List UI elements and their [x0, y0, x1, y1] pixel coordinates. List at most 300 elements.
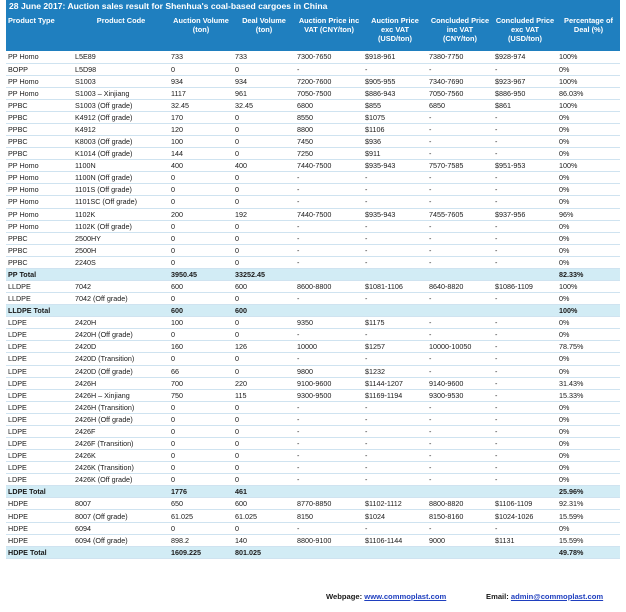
cell-product-code: 1100N	[73, 160, 169, 172]
table-row	[6, 220, 620, 232]
cell-deal-volume: 192	[233, 208, 295, 220]
table-row	[6, 413, 620, 425]
cell-auction-price-cny: -	[295, 462, 363, 474]
cell-auction-price-cny: -	[295, 172, 363, 184]
header-auction-price-cny: Auction Price inc VAT (CNY/ton)	[295, 13, 363, 51]
cell-product-code: S1003 (Off grade)	[73, 99, 169, 111]
cell-product-type: LDPE	[6, 329, 73, 341]
cell-percentage-deal: 0%	[557, 401, 620, 413]
cell-concluded-price-cny: -	[427, 244, 493, 256]
cell-concluded-price-usd: $886-950	[493, 87, 557, 99]
cell-product-type: PP Homo	[6, 184, 73, 196]
table-total-row	[6, 305, 620, 317]
cell-auction-volume: 600	[169, 305, 233, 317]
cell-concluded-price-usd: -	[493, 220, 557, 232]
cell-auction-price-cny: 7440-7500	[295, 160, 363, 172]
cell-auction-price-usd: -	[363, 293, 427, 305]
cell-product-code: K4912	[73, 123, 169, 135]
cell-deal-volume: 0	[233, 220, 295, 232]
cell-product-code: K4912 (Off grade)	[73, 111, 169, 123]
cell-product-type: PPBC	[6, 256, 73, 268]
cell-product-code: 2426K (Transition)	[73, 462, 169, 474]
cell-percentage-deal: 0%	[557, 353, 620, 365]
table-row	[6, 172, 620, 184]
cell-product-type: LDPE	[6, 462, 73, 474]
cell-concluded-price-cny: -	[427, 184, 493, 196]
cell-auction-price-usd: -	[363, 244, 427, 256]
cell-auction-price-cny: 9300-9500	[295, 389, 363, 401]
cell-product-type: PP Homo	[6, 160, 73, 172]
cell-concluded-price-cny: 10000-10050	[427, 341, 493, 353]
cell-auction-price-cny: -	[295, 63, 363, 75]
table-row	[6, 87, 620, 99]
cell-product-type: BOPP	[6, 63, 73, 75]
cell-concluded-price-usd: -	[493, 172, 557, 184]
cell-deal-volume: 600	[233, 498, 295, 510]
cell-percentage-deal: 0%	[557, 136, 620, 148]
cell-deal-volume: 0	[233, 450, 295, 462]
cell-concluded-price-usd: -	[493, 293, 557, 305]
cell-auction-price-cny: -	[295, 256, 363, 268]
cell-auction-volume: 0	[169, 63, 233, 75]
cell-percentage-deal: 0%	[557, 450, 620, 462]
cell-percentage-deal: 49.78%	[557, 546, 620, 558]
cell-auction-volume: 700	[169, 377, 233, 389]
cell-product-code: 2500H	[73, 244, 169, 256]
cell-auction-volume: 898.2	[169, 534, 233, 546]
cell-auction-price-cny: 8550	[295, 111, 363, 123]
cell-product-code: L5E89	[73, 51, 169, 63]
cell-concluded-price-usd: -	[493, 256, 557, 268]
cell-product-type: PP Homo	[6, 208, 73, 220]
cell-percentage-deal: 0%	[557, 148, 620, 160]
cell-product-code: 2420D (Transition)	[73, 353, 169, 365]
cell-product-type: LDPE	[6, 401, 73, 413]
email-link[interactable]: admin@commoplast.com	[510, 592, 604, 601]
cell-auction-price-cny: -	[295, 353, 363, 365]
cell-product-type: PPBC	[6, 244, 73, 256]
cell-deal-volume: 0	[233, 365, 295, 377]
table-row	[6, 184, 620, 196]
cell-auction-volume: 32.45	[169, 99, 233, 111]
cell-product-type: LLDPE	[6, 280, 73, 292]
cell-auction-price-usd: $1106-1144	[363, 534, 427, 546]
cell-percentage-deal: 0%	[557, 329, 620, 341]
cell-product-code: L5D98	[73, 63, 169, 75]
cell-auction-price-cny: -	[295, 450, 363, 462]
cell-auction-price-usd: $1106	[363, 123, 427, 135]
cell-auction-price-usd: $1232	[363, 365, 427, 377]
cell-auction-price-usd: $886-943	[363, 87, 427, 99]
cell-concluded-price-cny: 7455-7605	[427, 208, 493, 220]
cell-concluded-price-usd: -	[493, 111, 557, 123]
cell-deal-volume: 0	[233, 232, 295, 244]
cell-auction-price-cny: -	[295, 232, 363, 244]
cell-auction-volume: 144	[169, 148, 233, 160]
cell-concluded-price-usd: $861	[493, 99, 557, 111]
cell-concluded-price-usd: -	[493, 353, 557, 365]
cell-deal-volume: 961	[233, 87, 295, 99]
cell-deal-volume: 0	[233, 329, 295, 341]
cell-auction-volume: 0	[169, 220, 233, 232]
cell-auction-volume: 0	[169, 425, 233, 437]
cell-product-type: LDPE	[6, 425, 73, 437]
table-total-row	[6, 486, 620, 498]
header-auction-price-usd: Auction Price exc VAT (USD/ton)	[363, 13, 427, 51]
cell-percentage-deal: 0%	[557, 365, 620, 377]
table-row	[6, 280, 620, 292]
cell-concluded-price-cny: -	[427, 329, 493, 341]
cell-concluded-price-usd: -	[493, 329, 557, 341]
cell-auction-volume: 0	[169, 474, 233, 486]
cell-concluded-price-cny	[427, 268, 493, 280]
cell-concluded-price-usd: -	[493, 63, 557, 75]
table-row	[6, 474, 620, 486]
table-row	[6, 498, 620, 510]
cell-concluded-price-usd: -	[493, 474, 557, 486]
cell-product-type: PPBC	[6, 99, 73, 111]
cell-concluded-price-cny: 9300-9530	[427, 389, 493, 401]
cell-product-type: LLDPE	[6, 293, 73, 305]
cell-auction-price-usd: -	[363, 184, 427, 196]
cell-auction-volume: 0	[169, 413, 233, 425]
table-row	[6, 365, 620, 377]
webpage-link[interactable]: www.commoplast.com	[364, 592, 447, 601]
cell-auction-volume: 934	[169, 75, 233, 87]
cell-auction-price-cny: 8800-9100	[295, 534, 363, 546]
cell-product-type: LDPE	[6, 365, 73, 377]
cell-auction-price-usd: $918-961	[363, 51, 427, 63]
cell-auction-price-cny: -	[295, 425, 363, 437]
cell-auction-volume: 0	[169, 196, 233, 208]
cell-auction-price-cny: -	[295, 184, 363, 196]
table-title: 28 June 2017: Auction sales result for Shenhua's coal-based cargoes in China	[6, 0, 620, 13]
cell-auction-price-usd: -	[363, 413, 427, 425]
cell-percentage-deal: 100%	[557, 280, 620, 292]
cell-deal-volume: 0	[233, 462, 295, 474]
cell-percentage-deal: 100%	[557, 305, 620, 317]
cell-auction-volume: 3950.45	[169, 268, 233, 280]
table-row	[6, 160, 620, 172]
cell-product-code: 2426F	[73, 425, 169, 437]
cell-concluded-price-cny: 7380-7750	[427, 51, 493, 63]
cell-concluded-price-cny: 8640-8820	[427, 280, 493, 292]
cell-product-code	[73, 305, 169, 317]
cell-auction-price-cny: 7250	[295, 148, 363, 160]
cell-deal-volume: 0	[233, 184, 295, 196]
cell-auction-price-cny: -	[295, 196, 363, 208]
cell-product-type: PPBC	[6, 136, 73, 148]
cell-concluded-price-cny: 8800-8820	[427, 498, 493, 510]
cell-deal-volume: 0	[233, 293, 295, 305]
cell-product-code: 1102K	[73, 208, 169, 220]
cell-auction-volume: 1117	[169, 87, 233, 99]
cell-auction-volume: 200	[169, 208, 233, 220]
cell-product-type: LDPE	[6, 474, 73, 486]
cell-concluded-price-cny: -	[427, 413, 493, 425]
cell-auction-volume: 0	[169, 353, 233, 365]
cell-auction-volume: 66	[169, 365, 233, 377]
cell-percentage-deal: 0%	[557, 220, 620, 232]
cell-percentage-deal: 0%	[557, 244, 620, 256]
cell-deal-volume: 0	[233, 63, 295, 75]
cell-auction-volume: 0	[169, 293, 233, 305]
cell-product-code: 1101S (Off grade)	[73, 184, 169, 196]
cell-auction-price-usd	[363, 268, 427, 280]
cell-product-code: 1100N (Off grade)	[73, 172, 169, 184]
table-row	[6, 462, 620, 474]
cell-deal-volume: 0	[233, 317, 295, 329]
cell-concluded-price-cny: -	[427, 196, 493, 208]
cell-concluded-price-cny: 7570-7585	[427, 160, 493, 172]
cell-auction-price-usd: $936	[363, 136, 427, 148]
cell-auction-price-cny: -	[295, 522, 363, 534]
cell-product-code: 2426H – Xinjiang	[73, 389, 169, 401]
table-row	[6, 256, 620, 268]
cell-product-code: 8007 (Off grade)	[73, 510, 169, 522]
cell-product-type: PP Homo	[6, 87, 73, 99]
cell-concluded-price-usd: $937-956	[493, 208, 557, 220]
cell-product-code: 2426K	[73, 450, 169, 462]
cell-auction-price-usd: $911	[363, 148, 427, 160]
cell-auction-volume: 160	[169, 341, 233, 353]
cell-auction-price-usd: -	[363, 256, 427, 268]
cell-auction-price-cny: 10000	[295, 341, 363, 353]
header-concluded-price-cny: Concluded Price inc VAT (CNY/ton)	[427, 13, 493, 51]
cell-deal-volume: 0	[233, 474, 295, 486]
cell-concluded-price-cny: -	[427, 136, 493, 148]
table-row	[6, 63, 620, 75]
cell-auction-price-usd	[363, 486, 427, 498]
cell-percentage-deal: 0%	[557, 111, 620, 123]
cell-deal-volume: 600	[233, 305, 295, 317]
cell-product-type: LDPE Total	[6, 486, 73, 498]
cell-auction-volume: 170	[169, 111, 233, 123]
cell-product-type: PP Homo	[6, 172, 73, 184]
cell-auction-volume: 100	[169, 317, 233, 329]
cell-auction-volume: 600	[169, 280, 233, 292]
cell-product-type: LDPE	[6, 341, 73, 353]
cell-concluded-price-usd	[493, 546, 557, 558]
cell-auction-volume: 0	[169, 244, 233, 256]
cell-concluded-price-usd: -	[493, 244, 557, 256]
table-row	[6, 353, 620, 365]
cell-percentage-deal: 0%	[557, 232, 620, 244]
table-row	[6, 51, 620, 63]
table-row	[6, 196, 620, 208]
cell-product-type: PP Homo	[6, 51, 73, 63]
cell-auction-volume: 0	[169, 438, 233, 450]
cell-percentage-deal: 86.03%	[557, 87, 620, 99]
cell-auction-volume: 0	[169, 401, 233, 413]
cell-product-type: HDPE	[6, 522, 73, 534]
webpage-info	[326, 592, 446, 601]
cell-concluded-price-cny: -	[427, 148, 493, 160]
cell-deal-volume: 0	[233, 425, 295, 437]
cell-concluded-price-usd: -	[493, 401, 557, 413]
cell-percentage-deal: 0%	[557, 172, 620, 184]
cell-product-code: 2240S	[73, 256, 169, 268]
cell-concluded-price-usd: -	[493, 377, 557, 389]
cell-deal-volume: 0	[233, 148, 295, 160]
cell-auction-price-usd: -	[363, 232, 427, 244]
cell-concluded-price-usd: -	[493, 123, 557, 135]
cell-auction-price-usd: $905-955	[363, 75, 427, 87]
cell-auction-price-usd: -	[363, 401, 427, 413]
cell-concluded-price-usd: -	[493, 522, 557, 534]
cell-product-type: LDPE	[6, 317, 73, 329]
cell-concluded-price-usd: -	[493, 425, 557, 437]
cell-product-type: LDPE	[6, 389, 73, 401]
cell-percentage-deal: 100%	[557, 75, 620, 87]
cell-auction-price-cny: -	[295, 244, 363, 256]
cell-deal-volume: 0	[233, 172, 295, 184]
cell-concluded-price-usd: -	[493, 438, 557, 450]
table-row	[6, 401, 620, 413]
cell-percentage-deal: 31.43%	[557, 377, 620, 389]
cell-percentage-deal: 78.75%	[557, 341, 620, 353]
cell-deal-volume: 0	[233, 401, 295, 413]
cell-auction-price-cny: -	[295, 401, 363, 413]
cell-auction-volume: 100	[169, 136, 233, 148]
cell-concluded-price-usd	[493, 268, 557, 280]
cell-auction-volume: 0	[169, 329, 233, 341]
cell-product-type: PP Homo	[6, 75, 73, 87]
header-auction-volume: Auction Volume (ton)	[169, 13, 233, 51]
cell-product-code	[73, 486, 169, 498]
cell-concluded-price-usd: $951-953	[493, 160, 557, 172]
cell-percentage-deal: 96%	[557, 208, 620, 220]
cell-concluded-price-usd: $928-974	[493, 51, 557, 63]
cell-deal-volume: 61.025	[233, 510, 295, 522]
cell-product-type: HDPE	[6, 534, 73, 546]
cell-deal-volume: 0	[233, 438, 295, 450]
cell-concluded-price-usd: -	[493, 184, 557, 196]
cell-auction-volume: 1609.225	[169, 546, 233, 558]
cell-percentage-deal: 100%	[557, 160, 620, 172]
cell-auction-volume: 0	[169, 232, 233, 244]
cell-deal-volume: 0	[233, 353, 295, 365]
cell-percentage-deal: 0%	[557, 425, 620, 437]
cell-auction-volume: 0	[169, 462, 233, 474]
table-row	[6, 438, 620, 450]
cell-deal-volume: 0	[233, 196, 295, 208]
cell-deal-volume: 934	[233, 75, 295, 87]
cell-auction-price-usd: $1024	[363, 510, 427, 522]
cell-percentage-deal: 0%	[557, 256, 620, 268]
cell-concluded-price-cny: -	[427, 232, 493, 244]
cell-deal-volume: 461	[233, 486, 295, 498]
cell-product-code: 1102K (Off grade)	[73, 220, 169, 232]
cell-percentage-deal: 15.33%	[557, 389, 620, 401]
cell-auction-volume: 0	[169, 256, 233, 268]
cell-deal-volume: 0	[233, 256, 295, 268]
cell-auction-price-usd: $855	[363, 99, 427, 111]
cell-product-type: PP Homo	[6, 220, 73, 232]
cell-percentage-deal: 0%	[557, 438, 620, 450]
cell-deal-volume: 0	[233, 244, 295, 256]
table-row	[6, 522, 620, 534]
table-row	[6, 244, 620, 256]
cell-product-code: K8003 (Off grade)	[73, 136, 169, 148]
cell-percentage-deal: 0%	[557, 462, 620, 474]
cell-auction-price-usd: $1144-1207	[363, 377, 427, 389]
cell-auction-volume: 1776	[169, 486, 233, 498]
cell-auction-price-cny: 8770-8850	[295, 498, 363, 510]
cell-auction-price-cny: -	[295, 293, 363, 305]
header-percentage-deal: Percentage of Deal (%)	[557, 13, 620, 51]
cell-product-type: LDPE	[6, 413, 73, 425]
cell-concluded-price-usd	[493, 305, 557, 317]
cell-concluded-price-cny: -	[427, 256, 493, 268]
cell-product-code: 7042 (Off grade)	[73, 293, 169, 305]
cell-percentage-deal: 0%	[557, 123, 620, 135]
cell-product-code: 7042	[73, 280, 169, 292]
cell-concluded-price-cny	[427, 305, 493, 317]
cell-auction-price-cny: 9100-9600	[295, 377, 363, 389]
cell-auction-price-cny: 8150	[295, 510, 363, 522]
cell-product-type: LDPE	[6, 377, 73, 389]
cell-auction-price-cny: 7200-7600	[295, 75, 363, 87]
cell-auction-volume: 400	[169, 160, 233, 172]
cell-concluded-price-cny: -	[427, 425, 493, 437]
cell-concluded-price-cny: 7050-7560	[427, 87, 493, 99]
cell-deal-volume: 733	[233, 51, 295, 63]
cell-auction-price-usd: -	[363, 353, 427, 365]
cell-product-type: HDPE Total	[6, 546, 73, 558]
cell-auction-price-usd: -	[363, 462, 427, 474]
cell-concluded-price-cny: 9140-9600	[427, 377, 493, 389]
cell-auction-price-usd: $1175	[363, 317, 427, 329]
cell-concluded-price-cny: 8150-8160	[427, 510, 493, 522]
cell-auction-price-usd: $1257	[363, 341, 427, 353]
table-body	[6, 51, 620, 558]
cell-product-type: PPBC	[6, 123, 73, 135]
cell-auction-price-usd: $935-943	[363, 208, 427, 220]
cell-product-code: 2426H	[73, 377, 169, 389]
cell-percentage-deal: 100%	[557, 51, 620, 63]
cell-percentage-deal: 92.31%	[557, 498, 620, 510]
cell-concluded-price-usd	[493, 486, 557, 498]
header-product-code: Product Code	[73, 13, 169, 51]
cell-auction-price-usd: $1169-1194	[363, 389, 427, 401]
cell-auction-price-usd: -	[363, 196, 427, 208]
cell-product-type: HDPE	[6, 498, 73, 510]
cell-auction-price-usd: -	[363, 63, 427, 75]
cell-auction-price-cny: -	[295, 438, 363, 450]
cell-product-code: 2426H (Transition)	[73, 401, 169, 413]
table-row	[6, 510, 620, 522]
cell-percentage-deal: 0%	[557, 184, 620, 196]
cell-deal-volume: 0	[233, 123, 295, 135]
cell-auction-price-usd	[363, 546, 427, 558]
cell-concluded-price-cny: -	[427, 474, 493, 486]
cell-auction-price-cny: 6800	[295, 99, 363, 111]
cell-percentage-deal: 82.33%	[557, 268, 620, 280]
cell-product-type: LDPE	[6, 438, 73, 450]
cell-product-type: PPBC	[6, 148, 73, 160]
cell-concluded-price-usd: $923-967	[493, 75, 557, 87]
cell-auction-price-usd: $935-943	[363, 160, 427, 172]
cell-concluded-price-cny: -	[427, 220, 493, 232]
cell-deal-volume: 33252.45	[233, 268, 295, 280]
cell-product-code: 6094	[73, 522, 169, 534]
cell-concluded-price-usd: -	[493, 365, 557, 377]
cell-concluded-price-cny: 6850	[427, 99, 493, 111]
cell-product-type: PP Homo	[6, 196, 73, 208]
cell-percentage-deal: 0%	[557, 196, 620, 208]
cell-percentage-deal: 100%	[557, 99, 620, 111]
